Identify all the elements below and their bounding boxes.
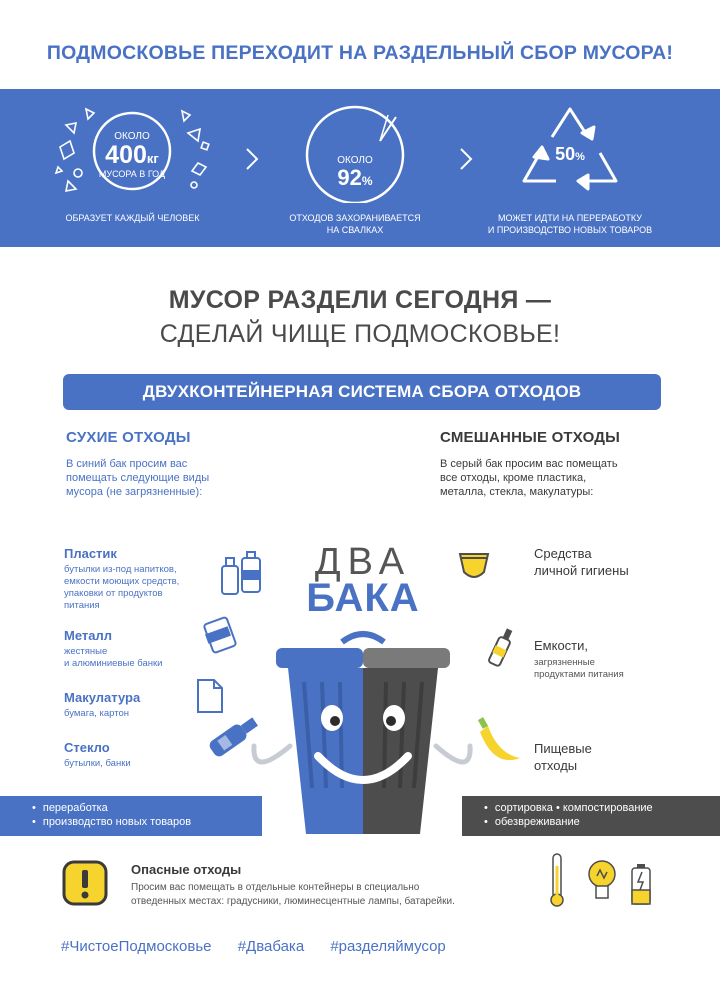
page-title: ПОДМОСКОВЬЕ ПЕРЕХОДИТ НА РАЗДЕЛЬНЫЙ СБОР МУСОРА! xyxy=(46,42,674,64)
stat3-caption-line2: И ПРОИЗВОДСТВО НОВЫХ ТОВАРОВ xyxy=(487,225,653,235)
stat3-caption-line1: МОЖЕТ ИДТИ НА ПЕРЕРАБОТКУ xyxy=(498,213,642,223)
item-desc: бумага, картон xyxy=(64,708,130,719)
light-bulb-icon xyxy=(586,858,618,904)
item-desc-line: емкости моющих средств, xyxy=(64,576,180,587)
item-desc-line: бутылки из-под напитков, xyxy=(64,564,177,575)
item-desc xyxy=(64,646,214,670)
item-title: Макулатура xyxy=(64,690,141,705)
strip-item: • производство новых товаров xyxy=(32,815,262,829)
mixed-desc-line: все отходы, кроме пластика, xyxy=(440,472,587,484)
item-title: Пластик xyxy=(64,546,117,561)
mixed-desc-line: металла, стекла, макулатуры: xyxy=(440,486,594,498)
dry-desc-line: мусора (не загрязненные): xyxy=(66,486,203,498)
dry-waste-title: СУХИЕ ОТХОДЫ xyxy=(66,429,191,446)
hashtag[interactable]: #Двабака xyxy=(237,938,305,955)
item-title: Металл xyxy=(64,628,113,643)
mixed-uses-strip xyxy=(462,796,720,836)
stat1-caption: ОБРАЗУЕТ КАЖДЫЙ ЧЕЛОВЕК xyxy=(65,213,200,223)
slogan-line2: СДЕЛАЙ ЧИЩЕ ПОДМОСКОВЬЕ! xyxy=(159,320,561,348)
item-desc-line: питания xyxy=(64,600,100,611)
item-title: Стекло xyxy=(64,740,110,755)
dry-item-paper xyxy=(64,690,214,720)
stat1-top: ОКОЛО xyxy=(114,131,150,142)
hashtags xyxy=(61,938,466,955)
item-desc xyxy=(64,564,214,612)
dry-uses-strip xyxy=(0,796,262,836)
item-desc-line: упаковки от продуктов xyxy=(64,588,163,599)
dirty-bottle-icon xyxy=(486,624,518,668)
item-desc: бутылки, банки xyxy=(64,758,131,769)
item-title-line: Пищевые xyxy=(534,741,592,756)
item-title-line: отходы xyxy=(534,758,578,773)
system-title-bar: ДВУХКОНТЕЙНЕРНАЯ СИСТЕМА СБОРА ОТХОДОВ xyxy=(63,374,661,410)
hashtag[interactable]: #ЧистоеПодмосковье xyxy=(61,938,212,955)
mixed-waste-title: СМЕШАННЫЕ ОТХОДЫ xyxy=(440,429,621,446)
item-desc-line: продуктами питания xyxy=(534,669,624,680)
item-desc-line: загрязненные xyxy=(534,657,595,668)
mixed-desc-line: В серый бак просим вас помещать xyxy=(440,458,618,470)
hazardous-desc-line: Просим вас помещать в отдельные контейнеры в специально xyxy=(131,882,420,893)
hazardous-desc xyxy=(131,881,531,909)
two-word: ДВА xyxy=(314,541,412,583)
item-title-line: Средства xyxy=(534,546,592,561)
item-title-line: личной гигиены xyxy=(534,563,629,578)
diaper-icon xyxy=(456,548,492,584)
dry-item-glass xyxy=(64,740,214,770)
mixed-item-containers xyxy=(534,637,624,681)
stat1-bottom: МУСОРА В ГОД xyxy=(98,169,166,179)
stat2-caption xyxy=(265,212,445,236)
stat2-caption-line1: ОТХОДОВ ЗАХОРАНИВАЕТСЯ xyxy=(289,213,421,223)
dry-waste-desc xyxy=(66,457,286,499)
thermometer-icon xyxy=(548,852,566,908)
stat3-value: 50% xyxy=(555,144,585,164)
strip-item: • переработка xyxy=(32,801,262,815)
paper-sheet-icon xyxy=(196,678,224,714)
slogan-line1: МУСОР РАЗДЕЛИ СЕГОДНЯ — xyxy=(168,286,552,314)
hazardous-title: Опасные отходы xyxy=(131,862,242,877)
stat2-value: 92% xyxy=(337,165,373,190)
stat2-caption-line2: НА СВАЛКАХ xyxy=(326,225,384,235)
stats-band xyxy=(0,89,720,247)
slogan xyxy=(0,283,720,351)
mixed-item-hygiene xyxy=(534,545,629,579)
dry-desc-line: помещать следующие виды xyxy=(66,472,210,484)
dry-item-plastic xyxy=(64,546,214,612)
hazardous-desc-line: отведенных местах: градусники, люминесцентные лампы, батарейки. xyxy=(131,896,455,907)
mixed-waste-desc xyxy=(440,457,680,499)
stat3-caption xyxy=(470,212,670,236)
chevron-right-icon xyxy=(244,147,260,171)
plastic-bottles-icon xyxy=(218,548,268,598)
bins-word: БАКА xyxy=(306,576,420,620)
banana-icon xyxy=(470,712,526,772)
item-desc-line: жестяные xyxy=(64,646,108,657)
dry-desc-line: В синий бак просим вас xyxy=(66,458,188,470)
battery-icon xyxy=(630,862,652,906)
item-desc-line: и алюминиевые банки xyxy=(64,658,163,669)
item-title-line: Емкости, xyxy=(534,638,588,653)
hashtag[interactable]: #разделяймусор xyxy=(330,938,446,955)
chevron-right-icon xyxy=(458,147,474,171)
item-desc xyxy=(534,657,624,681)
smiling-bin-illustration xyxy=(232,628,494,840)
warning-icon xyxy=(62,860,108,906)
strip-item: • обезвреживание xyxy=(484,815,720,829)
dry-item-metal xyxy=(64,628,214,670)
stat2-top: ОКОЛО xyxy=(337,155,373,166)
mixed-item-food xyxy=(534,740,592,774)
strip-item: • сортировка • компостирование xyxy=(484,801,720,815)
stat1-value: 400кг xyxy=(105,141,159,169)
